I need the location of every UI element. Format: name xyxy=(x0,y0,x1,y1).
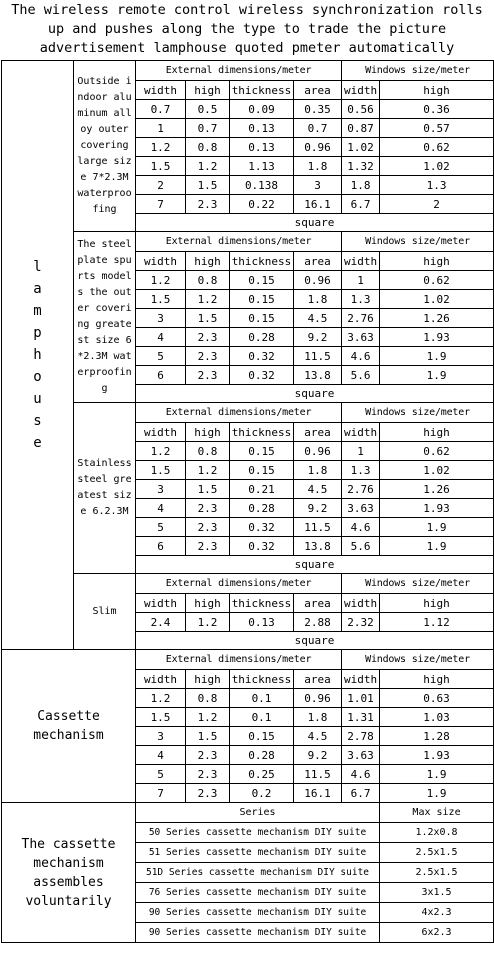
value-cell: 2.76 xyxy=(342,480,380,499)
column-header-area: area xyxy=(294,252,342,271)
lamphouse-letter: u xyxy=(33,391,42,407)
value-cell: 2.4 xyxy=(136,613,186,632)
column-header-width: width xyxy=(136,81,186,100)
value-cell: 9.2 xyxy=(294,499,342,518)
value-cell: 0.15 xyxy=(230,309,294,328)
lamphouse-letter: h xyxy=(33,347,42,363)
value-cell: 2 xyxy=(380,195,494,214)
diy-label: The cassette mechanism assembles voluntarily xyxy=(2,803,136,943)
value-cell: 1.5 xyxy=(136,461,186,480)
value-cell: 0.62 xyxy=(380,442,494,461)
value-cell: 11.5 xyxy=(294,518,342,537)
value-cell: 1.2 xyxy=(186,708,230,727)
value-cell: 0.22 xyxy=(230,195,294,214)
value-cell: 3 xyxy=(294,176,342,195)
square-label: square xyxy=(136,632,494,650)
table-row xyxy=(2,650,494,670)
table-row xyxy=(2,232,494,252)
windows-size-header: Windows size/meter xyxy=(342,574,494,594)
value-cell: 1.5 xyxy=(186,176,230,195)
lamphouse-letter: o xyxy=(33,369,42,385)
value-cell: 2.3 xyxy=(186,746,230,765)
external-dimensions-header: External dimensions/meter xyxy=(136,61,342,81)
value-cell: 0.1 xyxy=(230,689,294,708)
square-label: square xyxy=(136,385,494,403)
value-cell: 0.1 xyxy=(230,708,294,727)
column-header-thickness: thickness xyxy=(230,594,294,613)
column-header-area: area xyxy=(294,423,342,442)
series-header: Series xyxy=(136,803,380,823)
value-cell: 4.6 xyxy=(342,518,380,537)
lamphouse-label xyxy=(2,61,74,650)
value-cell: 1.2 xyxy=(136,271,186,290)
value-cell: 2.3 xyxy=(186,499,230,518)
value-cell: 5.6 xyxy=(342,366,380,385)
value-cell: 1.9 xyxy=(380,537,494,556)
column-header-width: width xyxy=(342,81,380,100)
max-size-cell: 6x2.3 xyxy=(380,923,494,943)
lamphouse-letter: e xyxy=(33,435,42,451)
value-cell: 1.5 xyxy=(186,309,230,328)
max-size-cell: 2.5x1.5 xyxy=(380,843,494,863)
value-cell: 1.3 xyxy=(380,176,494,195)
column-header-width: width xyxy=(136,670,186,689)
external-dimensions-header: External dimensions/meter xyxy=(136,650,342,670)
column-header-high: high xyxy=(186,423,230,442)
value-cell: 9.2 xyxy=(294,328,342,347)
value-cell: 1.9 xyxy=(380,347,494,366)
column-header-high: high xyxy=(380,594,494,613)
value-cell: 4 xyxy=(136,328,186,347)
table-row xyxy=(2,803,494,823)
value-cell: 5 xyxy=(136,518,186,537)
value-cell: 0.62 xyxy=(380,138,494,157)
external-dimensions-header: External dimensions/meter xyxy=(136,232,342,252)
value-cell: 0.96 xyxy=(294,689,342,708)
external-dimensions-header: External dimensions/meter xyxy=(136,403,342,423)
value-cell: 1.2 xyxy=(136,442,186,461)
value-cell: 2.3 xyxy=(186,347,230,366)
value-cell: 1 xyxy=(136,119,186,138)
column-header-high: high xyxy=(186,252,230,271)
value-cell: 1.8 xyxy=(294,461,342,480)
series-cell: 50 Series cassette mechanism DIY suite xyxy=(136,823,380,843)
value-cell: 0.63 xyxy=(380,689,494,708)
column-header-thickness: thickness xyxy=(230,423,294,442)
value-cell: 0.15 xyxy=(230,727,294,746)
max-size-cell: 1.2x0.8 xyxy=(380,823,494,843)
value-cell: 0.32 xyxy=(230,537,294,556)
value-cell: 1.2 xyxy=(186,613,230,632)
value-cell: 1.31 xyxy=(342,708,380,727)
value-cell: 1.2 xyxy=(186,157,230,176)
value-cell: 2.3 xyxy=(186,518,230,537)
value-cell: 2.3 xyxy=(186,366,230,385)
windows-size-header: Windows size/meter xyxy=(342,232,494,252)
windows-size-header: Windows size/meter xyxy=(342,61,494,81)
value-cell: 4 xyxy=(136,746,186,765)
series-cell: 90 Series cassette mechanism DIY suite xyxy=(136,923,380,943)
value-cell: 1.93 xyxy=(380,746,494,765)
value-cell: 5 xyxy=(136,765,186,784)
value-cell: 1.8 xyxy=(342,176,380,195)
value-cell: 1.5 xyxy=(186,727,230,746)
value-cell: 0.13 xyxy=(230,138,294,157)
group-label: The steel plate spurts models the outer covering greatest size 6*2.3M waterproofing xyxy=(74,232,136,403)
value-cell: 3.63 xyxy=(342,499,380,518)
value-cell: 4.5 xyxy=(294,309,342,328)
column-header-width: width xyxy=(342,423,380,442)
value-cell: 1.01 xyxy=(342,689,380,708)
group-label: Slim xyxy=(74,574,136,650)
max-size-cell: 2.5x1.5 xyxy=(380,863,494,883)
value-cell: 0.28 xyxy=(230,499,294,518)
value-cell: 1.9 xyxy=(380,765,494,784)
value-cell: 0.8 xyxy=(186,442,230,461)
value-cell: 1.8 xyxy=(294,708,342,727)
series-cell: 76 Series cassette mechanism DIY suite xyxy=(136,883,380,903)
value-cell: 1.02 xyxy=(380,461,494,480)
value-cell: 2.3 xyxy=(186,784,230,803)
column-header-area: area xyxy=(294,594,342,613)
column-header-thickness: thickness xyxy=(230,670,294,689)
column-header-high: high xyxy=(186,670,230,689)
column-header-high: high xyxy=(186,594,230,613)
value-cell: 6.7 xyxy=(342,784,380,803)
column-header-thickness: thickness xyxy=(230,81,294,100)
value-cell: 1.2 xyxy=(136,138,186,157)
value-cell: 2.3 xyxy=(186,537,230,556)
lamphouse-letter: p xyxy=(33,325,42,341)
lamphouse-letter: a xyxy=(33,281,42,297)
series-cell: 90 Series cassette mechanism DIY suite xyxy=(136,903,380,923)
value-cell: 0.96 xyxy=(294,271,342,290)
value-cell: 1.9 xyxy=(380,366,494,385)
value-cell: 0.2 xyxy=(230,784,294,803)
cassette-label: Cassette mechanism xyxy=(2,650,136,803)
column-header-high: high xyxy=(380,670,494,689)
value-cell: 0.8 xyxy=(186,138,230,157)
column-header-high: high xyxy=(380,252,494,271)
value-cell: 1.5 xyxy=(136,708,186,727)
value-cell: 0.87 xyxy=(342,119,380,138)
value-cell: 0.96 xyxy=(294,442,342,461)
value-cell: 0.8 xyxy=(186,689,230,708)
page-title: The wireless remote control wireless synchronization rolls up and pushes along the type to trade the picture advertisement lamphouse quoted pmeter automatically xyxy=(11,2,483,56)
value-cell: 4.6 xyxy=(342,347,380,366)
value-cell: 0.15 xyxy=(230,290,294,309)
value-cell: 0.13 xyxy=(230,119,294,138)
value-cell: 11.5 xyxy=(294,347,342,366)
column-header-width: width xyxy=(136,594,186,613)
column-header-thickness: thickness xyxy=(230,252,294,271)
value-cell: 7 xyxy=(136,195,186,214)
value-cell: 3 xyxy=(136,480,186,499)
value-cell: 2.32 xyxy=(342,613,380,632)
value-cell: 2.3 xyxy=(186,328,230,347)
value-cell: 4.5 xyxy=(294,480,342,499)
lamphouse-letter: s xyxy=(33,413,42,429)
value-cell: 6 xyxy=(136,537,186,556)
value-cell: 0.28 xyxy=(230,328,294,347)
value-cell: 2 xyxy=(136,176,186,195)
value-cell: 0.36 xyxy=(380,100,494,119)
value-cell: 0.57 xyxy=(380,119,494,138)
value-cell: 1.26 xyxy=(380,480,494,499)
value-cell: 1.02 xyxy=(380,290,494,309)
column-header-high: high xyxy=(380,423,494,442)
value-cell: 0.09 xyxy=(230,100,294,119)
value-cell: 2.3 xyxy=(186,195,230,214)
value-cell: 11.5 xyxy=(294,765,342,784)
value-cell: 16.1 xyxy=(294,784,342,803)
windows-size-header: Windows size/meter xyxy=(342,403,494,423)
value-cell: 0.62 xyxy=(380,271,494,290)
value-cell: 0.56 xyxy=(342,100,380,119)
value-cell: 0.35 xyxy=(294,100,342,119)
value-cell: 4.6 xyxy=(342,765,380,784)
lamphouse-letter: m xyxy=(33,303,42,319)
max-size-cell: 3x1.5 xyxy=(380,883,494,903)
value-cell: 1.12 xyxy=(380,613,494,632)
value-cell: 2.76 xyxy=(342,309,380,328)
value-cell: 5.6 xyxy=(342,537,380,556)
windows-size-header: Windows size/meter xyxy=(342,650,494,670)
value-cell: 1.8 xyxy=(294,157,342,176)
value-cell: 1.9 xyxy=(380,784,494,803)
value-cell: 13.8 xyxy=(294,537,342,556)
value-cell: 0.138 xyxy=(230,176,294,195)
value-cell: 1 xyxy=(342,442,380,461)
group-label: Stainless steel greatest size 6.2.3M xyxy=(74,403,136,574)
value-cell: 1.32 xyxy=(342,157,380,176)
value-cell: 1.02 xyxy=(380,157,494,176)
value-cell: 4 xyxy=(136,499,186,518)
value-cell: 0.32 xyxy=(230,366,294,385)
value-cell: 2.3 xyxy=(186,765,230,784)
value-cell: 1.3 xyxy=(342,461,380,480)
value-cell: 1.5 xyxy=(136,157,186,176)
value-cell: 1.2 xyxy=(136,689,186,708)
value-cell: 0.8 xyxy=(186,271,230,290)
value-cell: 2.78 xyxy=(342,727,380,746)
value-cell: 3.63 xyxy=(342,746,380,765)
square-label: square xyxy=(136,556,494,574)
value-cell: 1.26 xyxy=(380,309,494,328)
table-row xyxy=(2,61,494,81)
value-cell: 1.93 xyxy=(380,499,494,518)
value-cell: 6.7 xyxy=(342,195,380,214)
value-cell: 5 xyxy=(136,347,186,366)
value-cell: 7 xyxy=(136,784,186,803)
value-cell: 1 xyxy=(342,271,380,290)
max-size-cell: 4x2.3 xyxy=(380,903,494,923)
max-size-header: Max size xyxy=(380,803,494,823)
value-cell: 0.96 xyxy=(294,138,342,157)
value-cell: 1.93 xyxy=(380,328,494,347)
value-cell: 6 xyxy=(136,366,186,385)
value-cell: 0.13 xyxy=(230,613,294,632)
value-cell: 0.32 xyxy=(230,518,294,537)
table-row xyxy=(2,403,494,423)
value-cell: 1.13 xyxy=(230,157,294,176)
value-cell: 0.25 xyxy=(230,765,294,784)
value-cell: 13.8 xyxy=(294,366,342,385)
value-cell: 1.8 xyxy=(294,290,342,309)
value-cell: 0.21 xyxy=(230,480,294,499)
column-header-area: area xyxy=(294,81,342,100)
column-header-area: area xyxy=(294,670,342,689)
value-cell: 1.28 xyxy=(380,727,494,746)
value-cell: 0.15 xyxy=(230,271,294,290)
value-cell: 2.88 xyxy=(294,613,342,632)
lamphouse-letter: l xyxy=(33,259,42,275)
series-cell: 51D Series cassette mechanism DIY suite xyxy=(136,863,380,883)
value-cell: 4.5 xyxy=(294,727,342,746)
value-cell: 0.7 xyxy=(136,100,186,119)
column-header-high: high xyxy=(380,81,494,100)
column-header-high: high xyxy=(186,81,230,100)
value-cell: 1.3 xyxy=(342,290,380,309)
column-header-width: width xyxy=(342,670,380,689)
column-header-width: width xyxy=(136,252,186,271)
value-cell: 1.9 xyxy=(380,518,494,537)
value-cell: 1.03 xyxy=(380,708,494,727)
group-label: Outside indoor aluminum alloy outer covering large size 7*2.3M waterproofing xyxy=(74,61,136,232)
column-header-width: width xyxy=(342,252,380,271)
external-dimensions-header: External dimensions/meter xyxy=(136,574,342,594)
spec-table xyxy=(1,60,494,943)
value-cell: 1.5 xyxy=(186,480,230,499)
column-header-width: width xyxy=(342,594,380,613)
value-cell: 16.1 xyxy=(294,195,342,214)
value-cell: 0.7 xyxy=(186,119,230,138)
square-label: square xyxy=(136,214,494,232)
value-cell: 0.5 xyxy=(186,100,230,119)
value-cell: 3 xyxy=(136,309,186,328)
column-header-width: width xyxy=(136,423,186,442)
value-cell: 3.63 xyxy=(342,328,380,347)
value-cell: 0.15 xyxy=(230,461,294,480)
value-cell: 1.2 xyxy=(186,290,230,309)
series-cell: 51 Series cassette mechanism DIY suite xyxy=(136,843,380,863)
value-cell: 9.2 xyxy=(294,746,342,765)
table-row xyxy=(2,574,494,594)
value-cell: 0.15 xyxy=(230,442,294,461)
value-cell: 0.7 xyxy=(294,119,342,138)
value-cell: 1.2 xyxy=(186,461,230,480)
value-cell: 1.02 xyxy=(342,138,380,157)
value-cell: 0.28 xyxy=(230,746,294,765)
value-cell: 1.5 xyxy=(136,290,186,309)
value-cell: 3 xyxy=(136,727,186,746)
value-cell: 0.32 xyxy=(230,347,294,366)
